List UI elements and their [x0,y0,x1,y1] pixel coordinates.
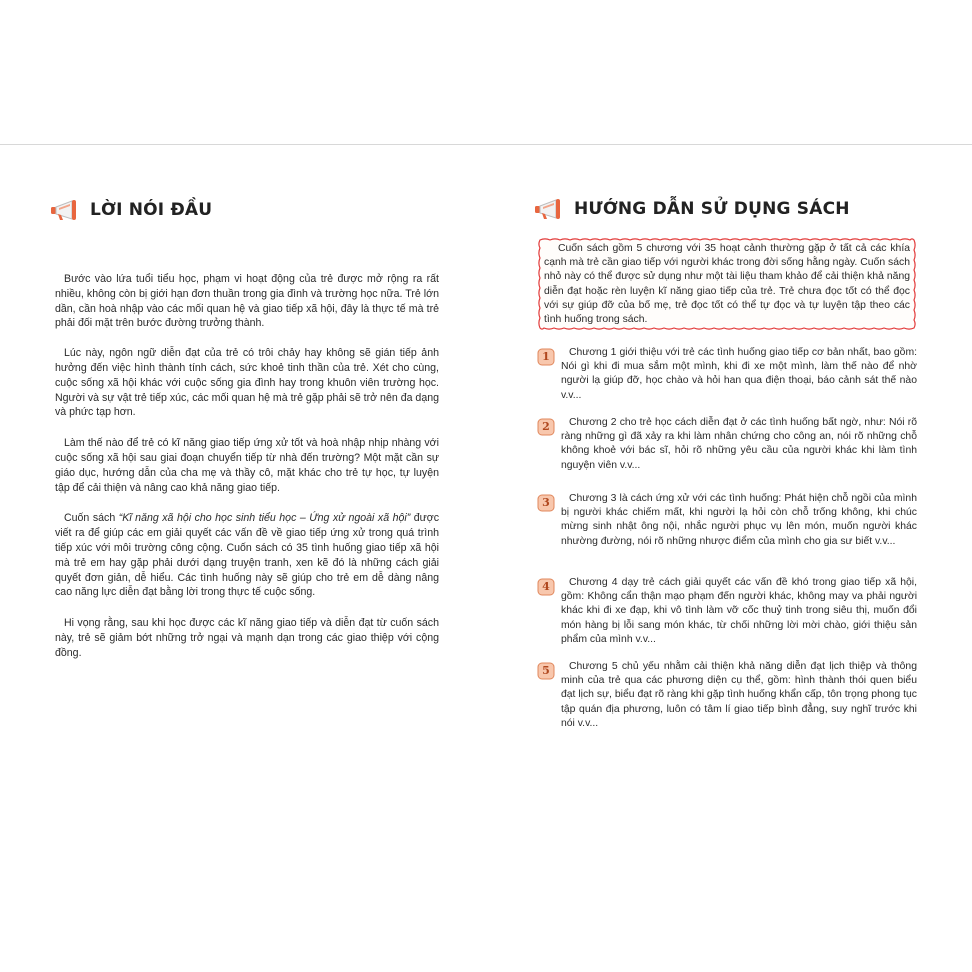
chapter-item [537,346,917,416]
chapter-item [537,492,917,576]
megaphone-icon [534,197,566,221]
chapter-list [537,346,917,740]
chapter-number: 4 [542,580,550,593]
book-title: “Kĩ năng xã hội cho học sinh tiểu học – Ứng xử ngoài xã hội” [118,512,411,525]
chapter-number: 2 [542,420,550,433]
page-title: HƯỚNG DẪN SỬ DỤNG SÁCH [574,199,850,219]
chapter-text: Chương 2 cho trẻ học cách diễn đạt ở các tình huống bất ngờ, như: Nói rõ ràng những gì đã xảy ra khi làm nhân chứng cho công an, nói rõ những chỗ không khoẻ với bác sĩ, hỏi rõ những yêu cầu của người khác khi làm tình nguyện viên v.v... [561,417,917,471]
preface-paragraph: Lúc này, ngôn ngữ diễn đạt của trẻ có trôi chảy hay không sẽ gián tiếp ảnh hưởng đến việc hình thành tính cách, sức khoẻ tinh thần của trẻ. Xét cho cùng, cuộc sống xã hội khác với cuộc sống gia đình hay trong khuôn viên trường học. Người và sự vật trẻ tiếp xúc, các mối quan hệ mà trẻ gặp phải sẽ trở nên đa dạng và phức tạp hơn. [55,347,439,419]
chapter-text: Chương 1 giới thiệu với trẻ các tình huống giao tiếp cơ bản nhất, bao gồm: Nói gì khi đi mua sắm một mình, khi đi xe một mình, làm thế nào để nhờ người lạ giúp đỡ, học chào và hỏi han qua điện thoại, báo cảnh sát thế nào v.v... [561,347,917,401]
preface-paragraph: Làm thế nào để trẻ có kĩ năng giao tiếp ứng xử tốt và hoà nhập nhịp nhàng với cuộc sống xã hội sau giai đoạn chuyển tiếp từ nhà đến trường? Một mặt cần sự giáo dục, hướng dẫn của cha mẹ và thầy cô, mặt khác cho trẻ tự học, tự luyện tập để cải thiện và nâng cao khả năng giao tiếp. [55,437,439,494]
chapter-item [537,660,917,740]
page-top-divider [0,144,972,145]
chapter-text: Chương 4 dạy trẻ cách giải quyết các vấn đề khó trong giao tiếp xã hội, gồm: Không cẩn thận mạo phạm đến người khác, không may va phải người khác khi đi xe đạp, khi vô tình làm vỡ cốc thuỷ tinh trong siêu thị, muốn đổi món hàng bị lỗi sang món khác, từ chối những lời mời chào, giới thiệu sản phẩm của mình v.v... [561,577,917,645]
chapter-number: 3 [542,496,550,509]
chapter-item [537,416,917,492]
preface-paragraph: Bước vào lứa tuổi tiểu học, phạm vi hoạt động của trẻ được mở rộng ra rất nhiều, không còn bị giới hạn đơn thuần trong gia đình và trường học nữa. Trẻ lớn dần, cần hoà nhập vào các mối quan hệ và giao tiếp xã hội, đây là thực tế mà trẻ phải đối mặt trên bước đường trưởng thành. [55,273,439,330]
page-title: LỜI NÓI ĐẦU [90,200,213,220]
chapter-number: 1 [542,350,550,363]
guide-intro-text: Cuốn sách gồm 5 chương với 35 hoạt cảnh thường gặp ở tất cả các khía cạnh mà trẻ cần giao tiếp với người khác trong đời sống hằng ngày. Cuốn sách nhỏ này có thể được sử dụng như một tài liệu tham khảo để cải thiện khả năng diễn đạt hoặc rèn luyện kĩ năng giao tiếp của trẻ. Trẻ chưa đọc tốt có thể đọc với sự giúp đỡ của bố mẹ, trẻ đọc tốt có thể tự đọc và tự luyện tập theo các tình huống trong sách. [544,243,910,326]
preface-heading [50,198,212,222]
preface-body [55,272,439,677]
chapter-number: 5 [542,664,550,677]
megaphone-icon [50,198,82,222]
preface-paragraph-book [55,511,439,600]
chapter-text: Chương 3 là cách ứng xử với các tình huống: Phát hiện chỗ ngồi của mình bị người khác chiếm mất, khi người lạ hỏi còn chỗ trống không, khi chúc mừng sinh nhật ông nội, nhắc người phục vụ lên món, muốn người khác nhường đường, nói rõ những nhược điểm của mình cho gia sư biết v.v... [561,493,917,547]
book-paragraph-prefix: Cuốn sách [64,512,119,525]
guide-intro-box [537,237,917,331]
preface-paragraph: Hi vọng rằng, sau khi học được các kĩ năng giao tiếp và diễn đạt từ cuốn sách này, trẻ sẽ giảm bớt những trở ngại và mạnh dạn trong các giao thiệp với cộng đồng. [55,617,439,659]
chapter-item [537,576,917,660]
book-paragraph-suffix: được viết ra để giúp các em giải quyết các vấn đề về giao tiếp ứng xử trong quá trình tiếp xúc với môi trường công cộng. Cuốn sách có 35 tình huống giao tiếp xã hội mà trẻ em hay gặp phải dưới dạng truyện tranh, xen kẽ đó là những cách giải quyết đơn giản, dễ hiểu. Các tình huống này sẽ giúp cho trẻ em dễ dàng nâng cao năng lực diễn đạt bằng lời trong thực tế cuộc sống. [55,512,439,599]
guide-heading [534,197,850,221]
chapter-text: Chương 5 chủ yếu nhằm cải thiện khả năng diễn đạt lịch thiệp và thông minh của trẻ qua các phương diện cụ thể, gồm: hình thành thói quen biểu đạt lịch sự, biểu đạt rõ ràng khi gặp tình huống khẩn cấp, tôn trọng phong tục tập quán địa phương, luôn có tâm lí giao tiếp bình đẳng, suy nghĩ trước khi nói v.v... [561,661,917,729]
